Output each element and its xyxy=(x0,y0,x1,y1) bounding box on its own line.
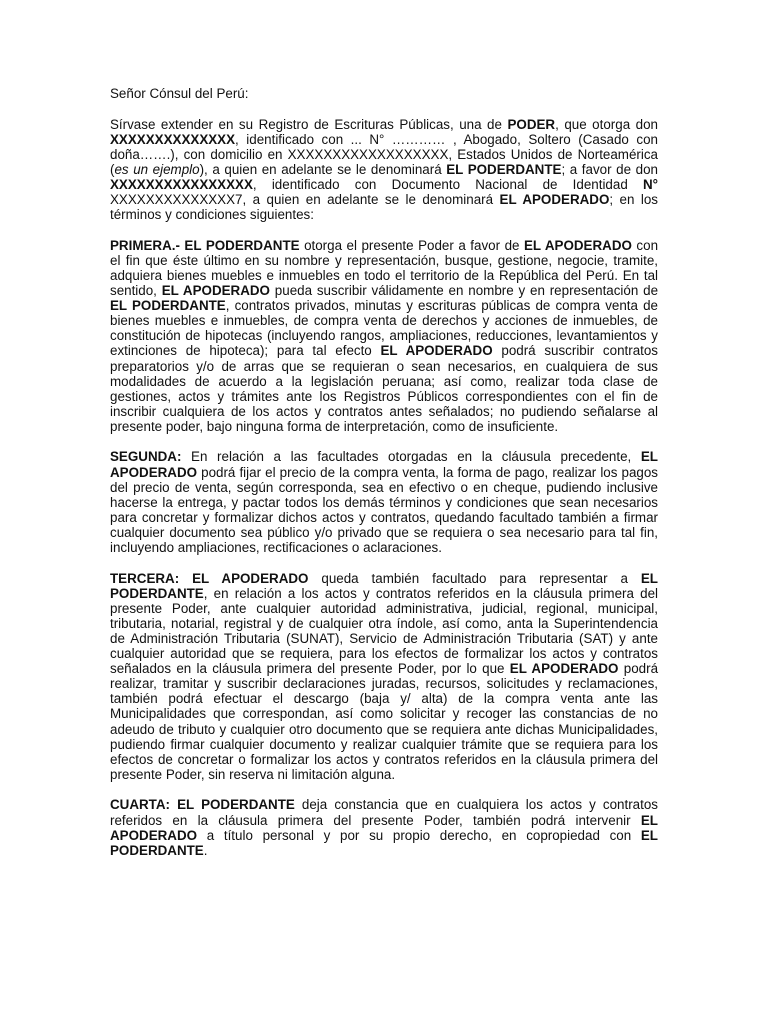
attorney-term: EL APODERADO xyxy=(110,449,658,480)
power-term: PODER xyxy=(507,116,556,132)
attorney-term: EL APODERADO xyxy=(380,343,493,359)
clause-text: podrá suscribir contratos preparatorios y/o de arras que se requieran o sean necesarios, en cualquiera de sus modalidades de acuerdo a la legislación peruana; así como, realizar toda clase de gestiones, actos y trámites ante los Registros Públicos correspondientes con el fin de inscribir cualquiera de los actos y contratos antes señalados; no pudiendo señalarse al presente poder, bajo ninguna forma de interpretación, como de insuficiente. xyxy=(110,343,659,434)
clause-text: En relación a las facultades otorgadas en la cláusula precedente, xyxy=(181,449,641,465)
attorney-name: XXXXXXXXXXXXXXXX xyxy=(110,176,253,192)
attorney-term: EL APODERADO xyxy=(499,192,610,208)
intro-text: ), a quien en adelante se le denominará xyxy=(199,161,447,177)
clause-text: podrá fijar el precio de la compra venta, la forma de pago, realizar los pagos del precio de venta, según corresponda, sea en efectivo o en cheque, pudiendo inclusive hacerse la entrega, y pactar todos los demás términos y condiciones que sean necesarios para concretar y formalizar dichos actos y contratos, quedando facultado también a firmar cualquier documento sea público y/o privado que se requiera o sea necesario para tal fin, incluyendo ampliaciones, rectificaciones o aclaraciones. xyxy=(110,464,658,556)
attorney-term: EL APODERADO xyxy=(161,283,270,299)
clause-text: , en relación a los actos y contratos referidos en la cláusula primera del presente Poder, ante cualquier autoridad administrativa, judicial, regional, municipal, tributaria, notarial, registral y de cualquier otra índole, así como, anta la Superintendencia de Administración Tributaria (SUNAT), Servicio de Administración Tributaria (SAT) y ante cualquier autoridad que se requiera, para los efectos de formalizar los actos y contratos señalados en la cláusula primera del presente Poder, por lo que xyxy=(110,585,658,677)
clause-text: pueda suscribir válidamente en nombre y en representación de xyxy=(269,283,659,299)
document-body xyxy=(110,86,658,873)
intro-text: Sírvase extender en su Registro de Escrituras Públicas, una de xyxy=(110,116,508,132)
grantor-term: EL PODERDANTE xyxy=(110,827,658,858)
attorney-term: EL APODERADO xyxy=(523,237,632,253)
greeting-line: Señor Cónsul del Perú: xyxy=(110,86,249,101)
clause-text: otorga el presente Poder a favor de xyxy=(299,237,524,253)
clause-text: con el fin que éste último en su nombre y representación, busque, gestione, negocie, tramite, adquiera bienes muebles e inmuebles en todo el territorio de la República del Perú. En tal sentido, xyxy=(110,237,659,299)
clause-text: queda también facultado para representar a xyxy=(308,570,641,586)
grantor-term: EL PODERDANTE xyxy=(110,298,226,314)
attorney-term: EL APODERADO xyxy=(509,661,619,677)
intro-text: XXXXXXXXXXXXXX7, a quien en adelante se le denominará xyxy=(110,192,500,208)
clause-text: a título personal y por su propio derecho, en copropiedad con xyxy=(197,827,641,843)
intro-text: ; a favor de don xyxy=(561,161,658,177)
clause-primera xyxy=(110,238,658,434)
intro-text: , identificado con Documento Nacional de Identidad xyxy=(252,176,643,192)
grantor-term: EL PODERDANTE xyxy=(446,161,562,177)
clause-segunda xyxy=(110,449,658,555)
number-sign: N° xyxy=(642,176,658,192)
grantor-name: XXXXXXXXXXXXXX xyxy=(110,131,236,147)
clause-text: , contratos privados, minutas y escrituras públicas de compra venta de bienes muebles e inmuebles, de compra venta de derechos y acciones de inmuebles, de constitución de hipotecas (incluyendo rangos, ampliaciones, reducciones, levantamientos y extinciones de hipoteca); para tal efecto xyxy=(110,298,658,359)
clause-text: . xyxy=(203,842,208,858)
example-note: es un ejemplo xyxy=(114,161,200,177)
clause-text: podrá realizar, tramitar y suscribir declaraciones juradas, recursos, solicitudes y reclamaciones, también podrá efectuar el descargo (baja y/ alta) de la compra venta ante las Municipalidades que correspondan, así como solicitar y recoger las constancias de no adeudo de tributo y cualquier otro documento que se requiera ante dichas Municipalidades, pudiendo firmar cualquier documento y realizar cualquier trámite que se requiera para los efectos de concretar o formalizar los actos y contratos referidos en la cláusula primera del presente Poder, sin reserva ni limitación alguna. xyxy=(110,661,659,782)
clause-text: deja constancia que en cualquiera los actos y contratos referidos en la cláusula primera del presente Poder, también podrá intervenir xyxy=(110,797,658,828)
clause-heading: CUARTA: EL PODERDANTE xyxy=(110,797,295,813)
intro-paragraph xyxy=(110,117,658,223)
clause-heading: PRIMERA.- EL PODERDANTE xyxy=(110,237,300,253)
intro-text: ; en los términos y condiciones siguientes: xyxy=(110,192,658,223)
clause-heading: SEGUNDA: xyxy=(110,449,182,465)
attorney-term: EL APODERADO xyxy=(110,812,658,843)
intro-text: , identificado con ... N° ………… , Abogado, Soltero (Casado con doña…….), con domicilio en XXXXXXXXXXXXXXXXXX, Estados Unidos de Norteamérica ( xyxy=(110,131,658,177)
clause-tercera xyxy=(110,571,658,782)
intro-text: , que otorga don xyxy=(555,116,658,132)
grantor-term: EL PODERDANTE xyxy=(110,570,658,601)
clause-cuarta xyxy=(110,797,658,857)
clause-heading: TERCERA: EL APODERADO xyxy=(110,570,309,586)
